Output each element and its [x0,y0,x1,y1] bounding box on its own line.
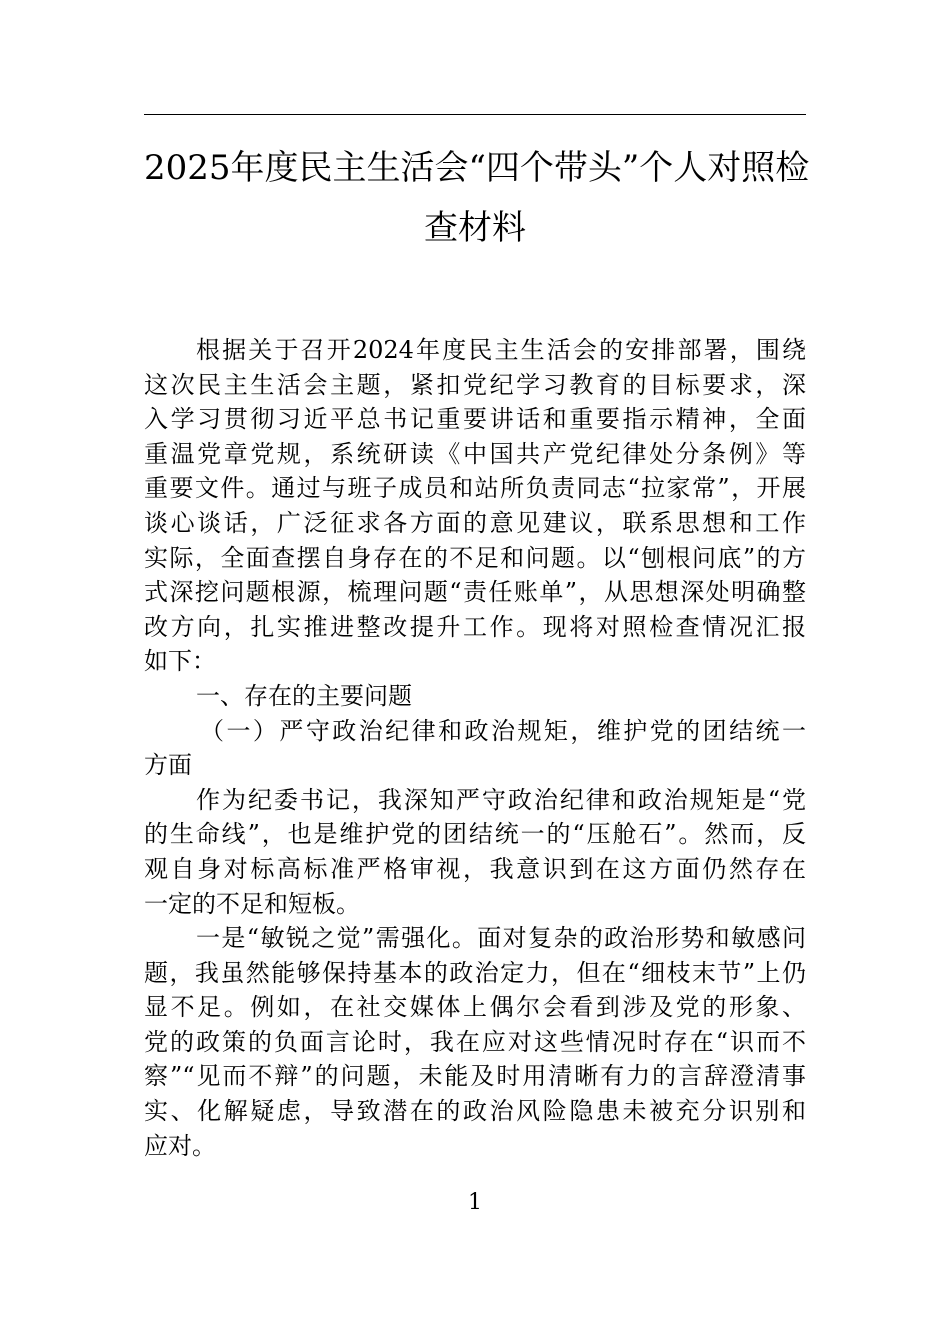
header-rule [144,114,806,115]
section-heading [144,679,806,714]
text-line: 党的政策的负面言论时，我在应对这些情况时存在“识而不 [144,1027,806,1056]
text-line: 入学习贯彻习近平总书记重要讲话和重要指示精神，全面 [144,405,806,434]
text-line: 重要文件。通过与班子成员和站所负责同志“拉家常”，开展 [144,474,806,503]
text-line: 这次民主生活会主题，紧扣党纪学习教育的目标要求，深 [144,370,806,399]
text-line: 察”“见而不辩”的问题，未能及时用清晰有力的言辞澄清事 [144,1062,806,1091]
title-line: 查材料 [424,208,526,248]
text-line: 谈心谈话，广泛征求各方面的意见建议，联系思想和工作 [144,508,806,537]
text-line: 改方向，扎实推进整改提升工作。现将对照检查情况汇报 [144,612,806,641]
text-line: 重温党章党规，系统研读《中国共产党纪律处分条例》等 [144,439,806,468]
text-line: 实际，全面查摆自身存在的不足和问题。以“刨根问底”的方 [144,543,806,572]
text-line: 的生命线”，也是维护党的团结统一的“压舱石”。然而，反 [144,820,806,849]
heading-line: （一）严守政治纪律和政治规矩，维护党的团结统一 [200,716,806,745]
document-title [144,138,810,258]
text-line: 如下： [144,647,216,676]
paragraph-point-one [144,921,806,1163]
heading-line: 一、存在的主要问题 [196,681,412,710]
text-line: 一定的不足和短板。 [144,889,360,918]
subsection-heading [144,714,806,783]
page-number: 1 [468,1190,482,1215]
document-body [144,333,806,1163]
text-line: 应对。 [144,1131,216,1160]
text-line: 实、化解疑虑，导致潜在的政治风险隐患未被充分识别和 [144,1097,806,1126]
text-line: 显不足。例如，在社交媒体上偶尔会看到涉及党的形象、 [144,993,806,1022]
title-line: 2025年度民主生活会“四个带头”个人对照检 [144,148,810,188]
text-line: 一是“敏锐之觉”需强化。面对复杂的政治形势和敏感问 [196,924,806,953]
paragraph-reflection [144,783,806,921]
text-line: 式深挖问题根源，梳理问题“责任账单”，从思想深处明确整 [144,578,806,607]
text-line: 根据关于召开2024年度民主生活会的安排部署，围绕 [196,336,806,364]
heading-line: 方面 [144,751,192,780]
text-line: 作为纪委书记，我深知严守政治纪律和政治规矩是“党 [196,785,806,814]
paragraph-intro [144,333,806,679]
text-line: 题，我虽然能够保持基本的政治定力，但在“细枝末节”上仍 [144,958,806,987]
text-line: 观自身对标高标准严格审视，我意识到在这方面仍然存在 [144,854,806,883]
